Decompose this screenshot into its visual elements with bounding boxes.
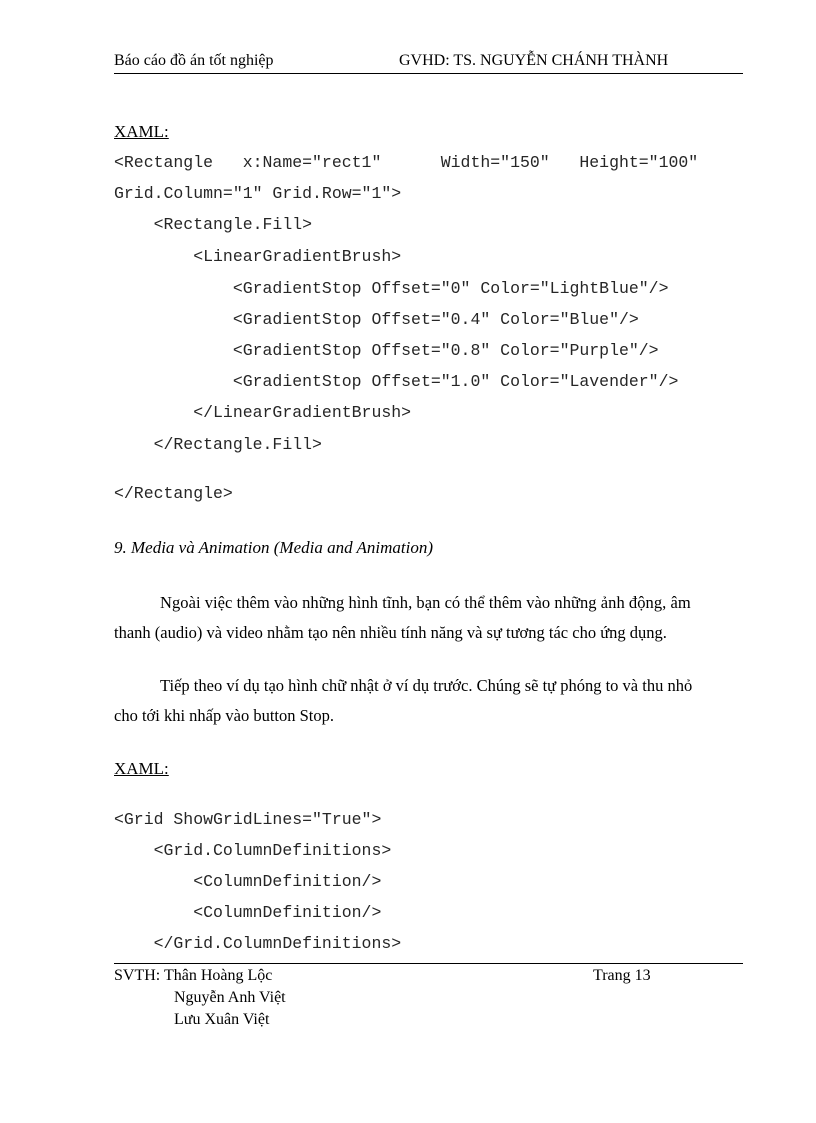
- code-line: </Rectangle>: [114, 484, 233, 503]
- xaml-label-2: XAML:: [114, 759, 169, 778]
- paragraph-line: Ngoài việc thêm vào những hình tĩnh, bạn có thể thêm vào những ảnh động, âm: [160, 593, 691, 612]
- code-line: <Grid.ColumnDefinitions>: [114, 841, 392, 860]
- section-heading: 9. Media và Animation (Media and Animation): [114, 538, 434, 557]
- footer-student-label: SVTH: Thân Hoàng Lộc: [114, 967, 273, 984]
- code-line: <GradientStop Offset="0" Color="LightBlue"/>: [114, 279, 669, 298]
- code-line: <GradientStop Offset="1.0" Color="Lavender"/>: [114, 372, 679, 391]
- header-rule: [114, 73, 743, 74]
- footer-page-number: Trang 13: [593, 967, 651, 984]
- code-line: <GradientStop Offset="0.8" Color="Purple"/>: [114, 341, 659, 360]
- code-line: </Rectangle.Fill>: [114, 435, 322, 454]
- code-line: </Grid.ColumnDefinitions>: [114, 934, 402, 953]
- paragraph-line: Tiếp theo ví dụ tạo hình chữ nhật ở ví dụ trước. Chúng sẽ tự phóng to và thu nhỏ: [160, 676, 693, 695]
- paragraph-line: cho tới khi nhấp vào button Stop.: [114, 706, 335, 725]
- paragraph-line: thanh (audio) và video nhằm tạo nên nhiều tính năng và sự tương tác cho ứng dụng.: [114, 623, 667, 642]
- xaml-label-1: XAML:: [114, 122, 169, 141]
- footer-member: Lưu Xuân Việt: [174, 1011, 270, 1028]
- header-advisor: GVHD: TS. NGUYỄN CHÁNH THÀNH: [399, 52, 669, 69]
- code-line: </LinearGradientBrush>: [114, 403, 412, 422]
- code-line: <Rectangle x:Name="rect1" Width="150" Height="100": [114, 153, 699, 172]
- header-report-title: Báo cáo đồ án tốt nghiệp: [114, 52, 274, 69]
- footer-rule: [114, 963, 743, 964]
- footer-member: Nguyễn Anh Việt: [174, 989, 286, 1006]
- code-line: Grid.Column="1" Grid.Row="1">: [114, 184, 402, 203]
- code-line: <Rectangle.Fill>: [114, 215, 313, 234]
- code-line: <LinearGradientBrush>: [114, 247, 402, 266]
- code-line: <GradientStop Offset="0.4" Color="Blue"/>: [114, 310, 639, 329]
- code-line: <ColumnDefinition/>: [114, 872, 382, 891]
- code-line: <Grid ShowGridLines="True">: [114, 810, 382, 829]
- code-line: <ColumnDefinition/>: [114, 903, 382, 922]
- page-header: [114, 52, 742, 74]
